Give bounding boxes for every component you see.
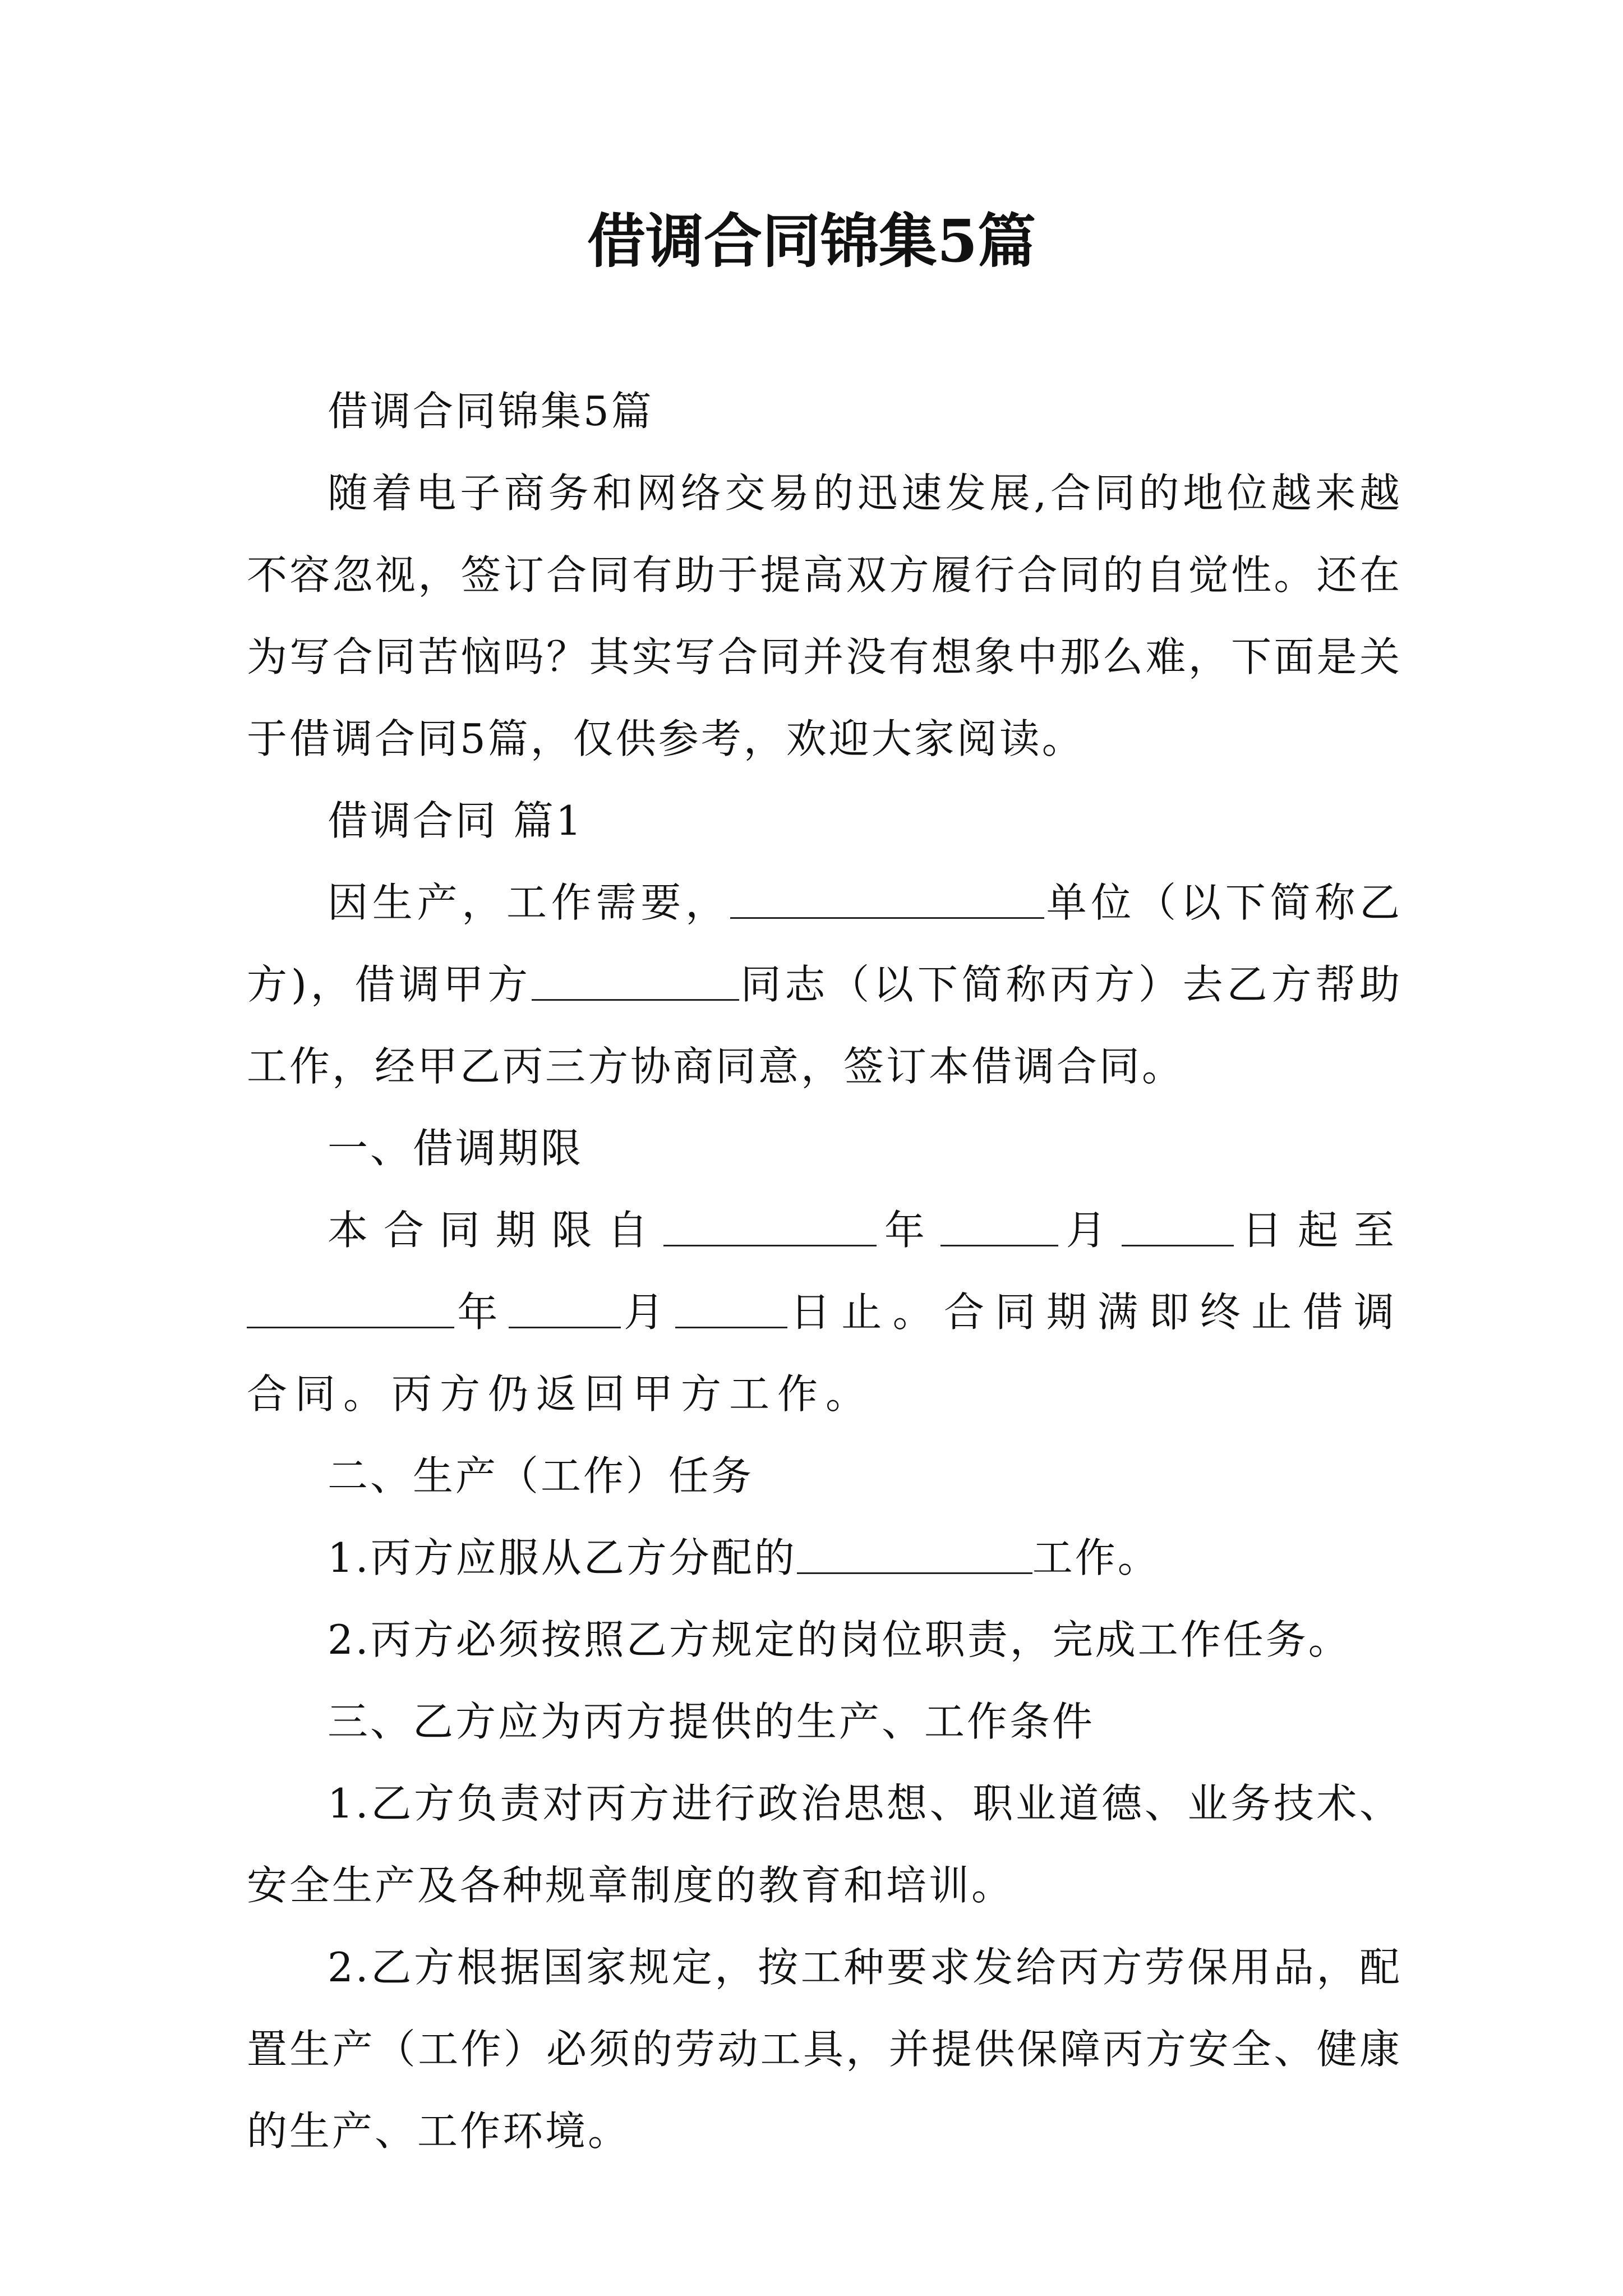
item-2-1-suffix: 工作。 (1032, 1534, 1160, 1581)
end-year-blank (247, 1286, 454, 1328)
end-day-blank (675, 1286, 787, 1328)
period-text-start: 本合同期限自 (328, 1207, 664, 1254)
section-heading-tasks: 二、生产（工作）任务 (328, 1452, 754, 1499)
section-heading-conditions: 三、乙方应为丙方提供的生产、工作条件 (328, 1698, 1095, 1745)
section-heading-period: 一、借调期限 (328, 1125, 584, 1172)
start-month-blank (940, 1204, 1058, 1246)
day-from-label: 日起至 (1234, 1207, 1402, 1254)
document-body (247, 370, 1402, 2172)
paragraph-intro: 随着电子商务和网络交易的迅速发展,合同的地位越来越不容忽视，签订合同有助于提高双方履行合同的自觉性。还在为写合同苦恼吗？其实写合同并没有想象中那么难，下面是关于借调合同5篇，仅供参考，欢迎大家阅读。 (247, 470, 1402, 762)
item-3-2: 2.乙方根据国家规定，按工种要求发给丙方劳保用品，配置生产（工作）必须的劳动工具，并提供保障丙方安全、健康的生产、工作环境。 (247, 1944, 1402, 2155)
paragraph-subtitle: 借调合同锦集5篇 (328, 388, 654, 435)
paragraph-period (247, 1189, 1402, 1435)
reason-text-2: 单位（以下简称乙方)，借调甲方 (247, 879, 1402, 1008)
year-label-2: 年 (454, 1289, 509, 1336)
item-2-1-text: 1.丙方应服从乙方分配的 (328, 1534, 797, 1581)
unit-name-blank (730, 877, 1044, 919)
document-title: 借调合同锦集5篇 (587, 206, 1036, 275)
work-assignment-blank (797, 1532, 1032, 1574)
paragraph-reason (247, 862, 1402, 1107)
period-text-end: 合同期满即终止借调合同。丙方仍返回甲方工作。 (247, 1289, 1402, 1418)
item-2-1 (247, 1517, 1402, 1599)
item-2-2: 2.丙方必须按照乙方规定的岗位职责，完成工作任务。 (328, 1616, 1351, 1663)
end-month-blank (509, 1286, 621, 1328)
reason-text-1: 因生产，工作需要， (328, 879, 730, 926)
month-label-2: 月 (620, 1289, 675, 1336)
day-to-label: 日止。 (787, 1289, 944, 1336)
comrade-name-blank (532, 959, 739, 1001)
month-label-1: 月 (1058, 1207, 1122, 1254)
item-3-1: 1.乙方负责对丙方进行政治思想、职业道德、业务技术、安全生产及各种规章制度的教育和培训。 (247, 1780, 1402, 1909)
reason-text-3: 同志（以下简称丙方）去乙方帮助工作，经甲乙丙三方协商同意，签订本借调合同。 (247, 961, 1402, 1090)
year-label-1: 年 (877, 1207, 940, 1254)
paragraph-section-label: 借调合同 篇1 (328, 797, 584, 844)
start-year-blank (663, 1204, 877, 1246)
start-day-blank (1122, 1204, 1234, 1246)
